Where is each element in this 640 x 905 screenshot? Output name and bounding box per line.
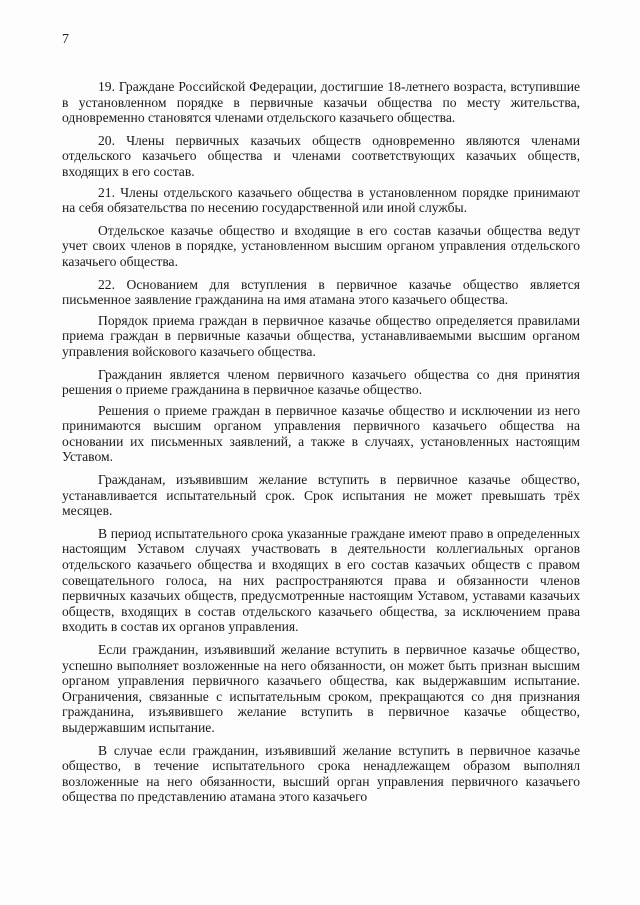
paragraph-19: 19. Граждане Российской Федерации, достигшие 18-летнего возраста, вступившие в установленном порядке в первичные казачьи общества по месту жительства, одновременно становятся членами отдельского казачьего общества. — [62, 79, 580, 126]
document-body — [62, 79, 580, 812]
paragraph-probation-failed: В случае если гражданин, изъявивший желание вступить в первичное казачье общество, в течение испытательного срока ненадлежащем образом выполнял возложенные на него обязанности, высший орган управления первичного казачьего общества по представлению атамана этого казачьего — [62, 742, 580, 805]
paragraph-membership-date: Гражданин является членом первичного казачьего общества со дня принятия решения о приеме гражданина в первичное казачье общество. — [62, 366, 580, 398]
page-number: 7 — [62, 32, 69, 47]
paragraph-probation-rights: В период испытательного срока указанные граждане имеют право в определенных настоящим Уставом случаях участвовать в деятельности коллегиальных органов отдельского казачьего общества и входящих в его состав казачьих обществ с правом совещательного голоса, на них распространяются права и обязанности членов первичных казачьих обществ, предусмотренные настоящим Уставом, уставами казачьих обществ, входящих в состав отдельского казачьего общества, за исключением права входить в состав их органов управления. — [62, 525, 580, 635]
paragraph-admission-procedure: Порядок приема граждан в первичное казачье общество определяется правилами приема граждан в первичные казачьи общества, устанавливаемыми высшим органом управления войскового казачьего общества. — [62, 312, 580, 359]
paragraph-membership-records: Отдельское казачье общество и входящие в его состав казачьи общества ведут учет своих членов в порядке, установленном высшим органом управления отдельского казачьего общества. — [62, 222, 580, 269]
paragraph-probation-period: Гражданам, изъявившим желание вступить в первичное казачье общество, устанавливается испытательный срок. Срок испытания не может превышать трёх месяцев. — [62, 472, 580, 519]
paragraph-probation-passed: Если гражданин, изъявивший желание вступить в первичное казачье общество, успешно выполняет возложенные на него обязанности, он может быть признан высшим органом управления первичного казачьего общества, как выдержавшим испытание. Ограничения, связанные с испытательным сроком, прекращаются со дня признания гражданина, изъявившего желание вступить в первичное казачье общество, выдержавшим испытание. — [62, 642, 580, 735]
paragraph-admission-decisions: Решения о приеме граждан в первичное казачье общество и исключении из него принимаются высшим органом управления первичного казачьего общества на основании их письменных заявлений, а также в случаях, установленных настоящим Уставом. — [62, 402, 580, 465]
paragraph-20: 20. Члены первичных казачьих обществ одновременно являются членами отдельского казачьего общества и членами соответствующих казачьих обществ, входящих в его состав. — [62, 132, 580, 179]
paragraph-21: 21. Члены отдельского казачьего общества в установленном порядке принимают на себя обязательства по несению государственной или иной службы. — [62, 184, 580, 216]
paragraph-22: 22. Основанием для вступления в первичное казачье общество является письменное заявление гражданина на имя атамана этого казачьего общества. — [62, 276, 580, 308]
